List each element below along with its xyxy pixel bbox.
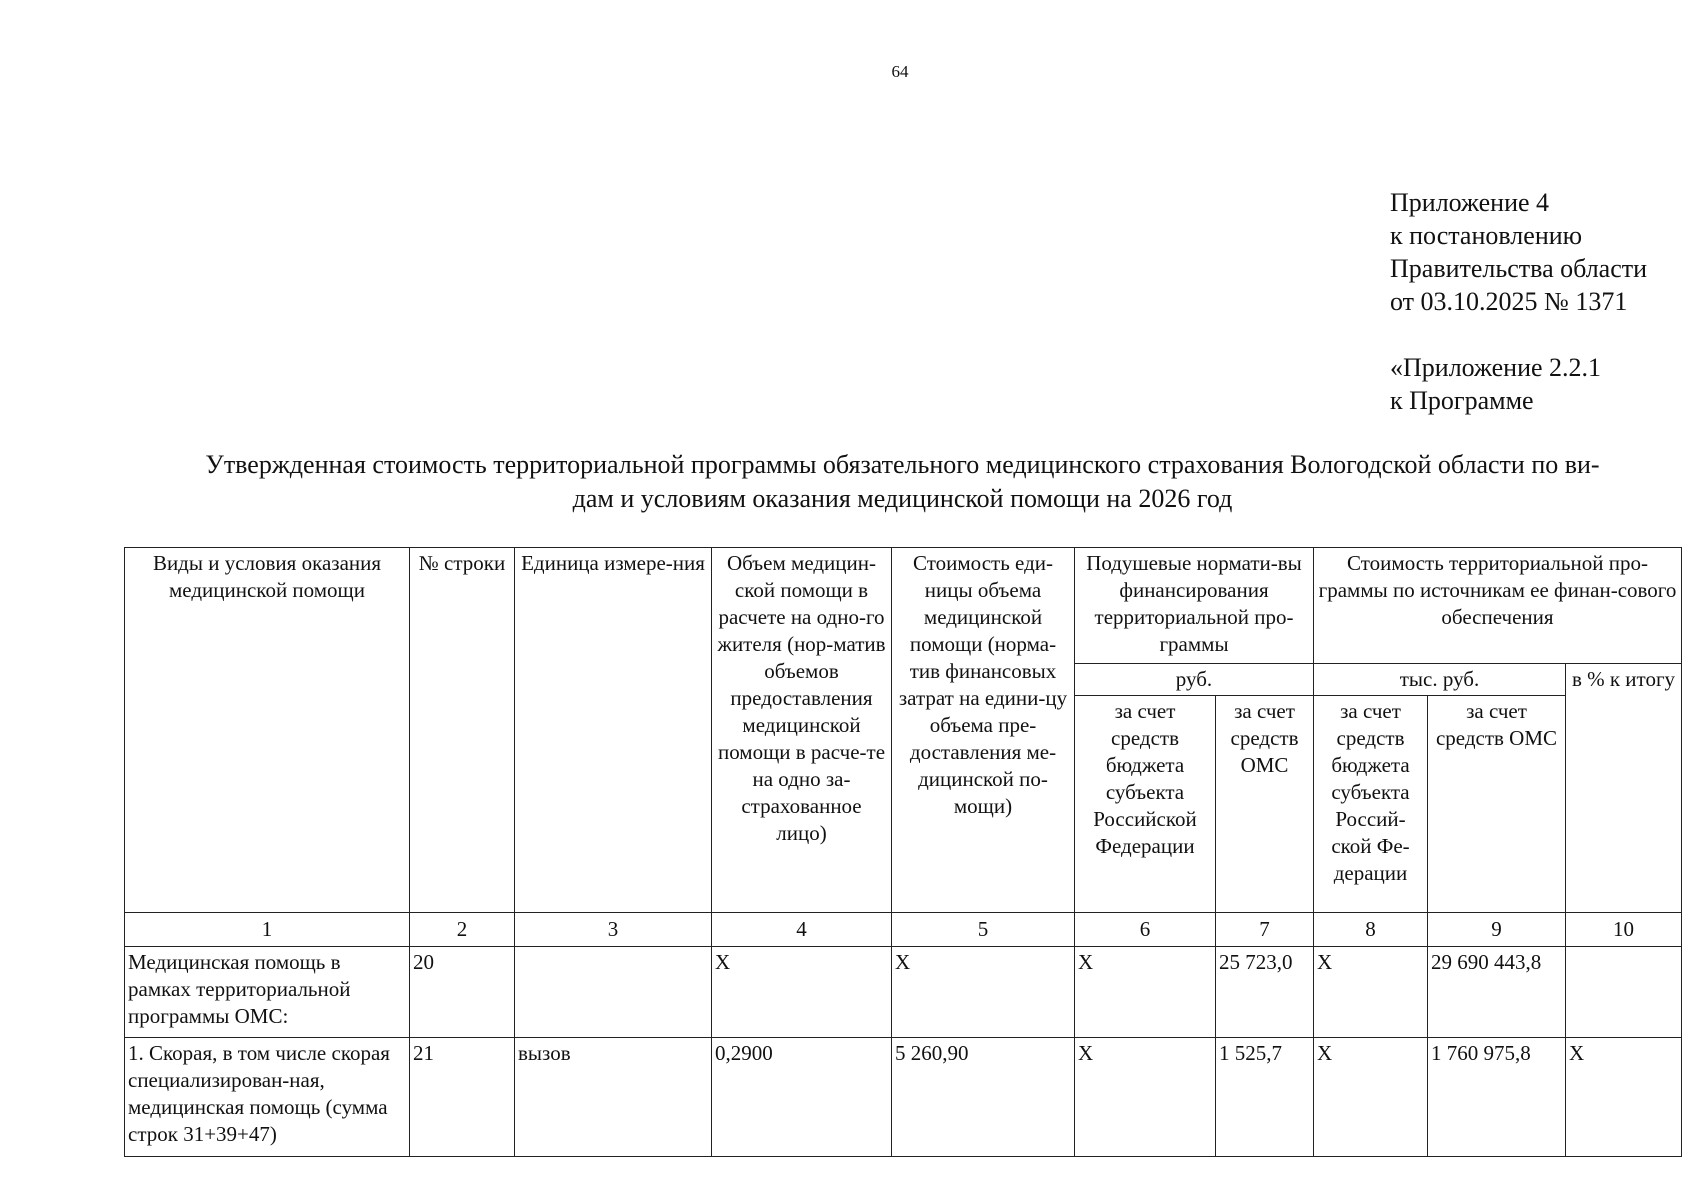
- page-number: 64: [891, 62, 909, 81]
- header-cell: за счет средств ОМС: [1428, 696, 1566, 913]
- appendix-line: «Приложение 2.2.1: [1390, 353, 1602, 382]
- column-number: 7: [1216, 913, 1314, 947]
- column-number: 10: [1566, 913, 1682, 947]
- column-number: 6: [1075, 913, 1216, 947]
- row-name: Медицинская помощь в рамках территориальной программы ОМС:: [125, 947, 410, 1038]
- row-percent: X: [1566, 1038, 1682, 1157]
- row-volume: 0,2900: [712, 1038, 892, 1157]
- row-volume: X: [712, 947, 892, 1038]
- header-cell: в % к итогу: [1566, 664, 1682, 913]
- row-line-number: 20: [410, 947, 515, 1038]
- header-cell: № строки: [410, 548, 515, 913]
- row-cost-budget: X: [1314, 947, 1428, 1038]
- row-unit: вызов: [515, 1038, 712, 1157]
- row-cost-budget: X: [1314, 1038, 1428, 1157]
- table-row: [125, 1038, 1682, 1157]
- row-line-number: 21: [410, 1038, 515, 1157]
- column-number: 3: [515, 913, 712, 947]
- appendix-block: [1390, 186, 1647, 417]
- header-cell: Единица измере-ния: [515, 548, 712, 913]
- column-number: 9: [1428, 913, 1566, 947]
- header-cell: за счет средств бюджета субъекта Российской Федерации: [1075, 696, 1216, 913]
- appendix-line: к постановлению: [1390, 221, 1583, 250]
- column-number: 4: [712, 913, 892, 947]
- row-per-capita-oms: 1 525,7: [1216, 1038, 1314, 1157]
- document-title-line: Утвержденная стоимость территориальной программы обязательного медицинского страхования Вологодской области по ви-: [205, 450, 1600, 479]
- cost-table: [124, 547, 1682, 1157]
- appendix-line: Правительства области: [1390, 254, 1648, 283]
- header-cell: Виды и условия оказания медицинской помощи: [125, 548, 410, 913]
- row-unit: [515, 947, 712, 1038]
- row-per-capita-budget: X: [1075, 1038, 1216, 1157]
- header-cell: тыс. руб.: [1314, 664, 1566, 696]
- row-percent: [1566, 947, 1682, 1038]
- column-number: 8: [1314, 913, 1428, 947]
- column-number: 2: [410, 913, 515, 947]
- appendix-line: к Программе: [1390, 386, 1534, 415]
- header-cell: Стоимость еди-ницы объема медицинской помощи (норма-тив финансовых затрат на едини-цу объема пре-доставления ме-дицинской по-мощи): [892, 548, 1075, 913]
- row-name: 1. Скорая, в том числе скорая специализирован-ная, медицинская помощь (сумма строк 31+39+47): [125, 1038, 410, 1157]
- row-per-capita-oms: 25 723,0: [1216, 947, 1314, 1038]
- column-number: 5: [892, 913, 1075, 947]
- table-row: [125, 947, 1682, 1038]
- row-cost-oms: 29 690 443,8: [1428, 947, 1566, 1038]
- row-unit-cost: 5 260,90: [892, 1038, 1075, 1157]
- header-cell: за счет средств ОМС: [1216, 696, 1314, 913]
- row-cost-oms: 1 760 975,8: [1428, 1038, 1566, 1157]
- header-cell: Подушевые нормати-вы финансирования территориальной про-граммы: [1075, 548, 1314, 664]
- document-title-line: дам и условиям оказания медицинской помощи на 2026 год: [572, 484, 1233, 513]
- header-cell: руб.: [1075, 664, 1314, 696]
- column-number-row: [125, 913, 1682, 947]
- header-cell: Стоимость территориальной про-граммы по источникам ее финан-сового обеспечения: [1314, 548, 1682, 664]
- appendix-line: от 03.10.2025 № 1371: [1390, 287, 1628, 316]
- appendix-line: Приложение 4: [1390, 188, 1550, 217]
- document-title: [130, 448, 1675, 516]
- header-cell: за счет средств бюджета субъекта Россий-ской Фе-дерации: [1314, 696, 1428, 913]
- row-unit-cost: X: [892, 947, 1075, 1038]
- row-per-capita-budget: X: [1075, 947, 1216, 1038]
- appendix-spacer: [1390, 318, 1647, 351]
- header-cell: Объем медицин-ской помощи в расчете на одно-го жителя (нор-матив объемов предоставления медицинской помощи в расче-те на одно за-страхованное лицо): [712, 548, 892, 913]
- column-number: 1: [125, 913, 410, 947]
- header-row: [125, 548, 1682, 664]
